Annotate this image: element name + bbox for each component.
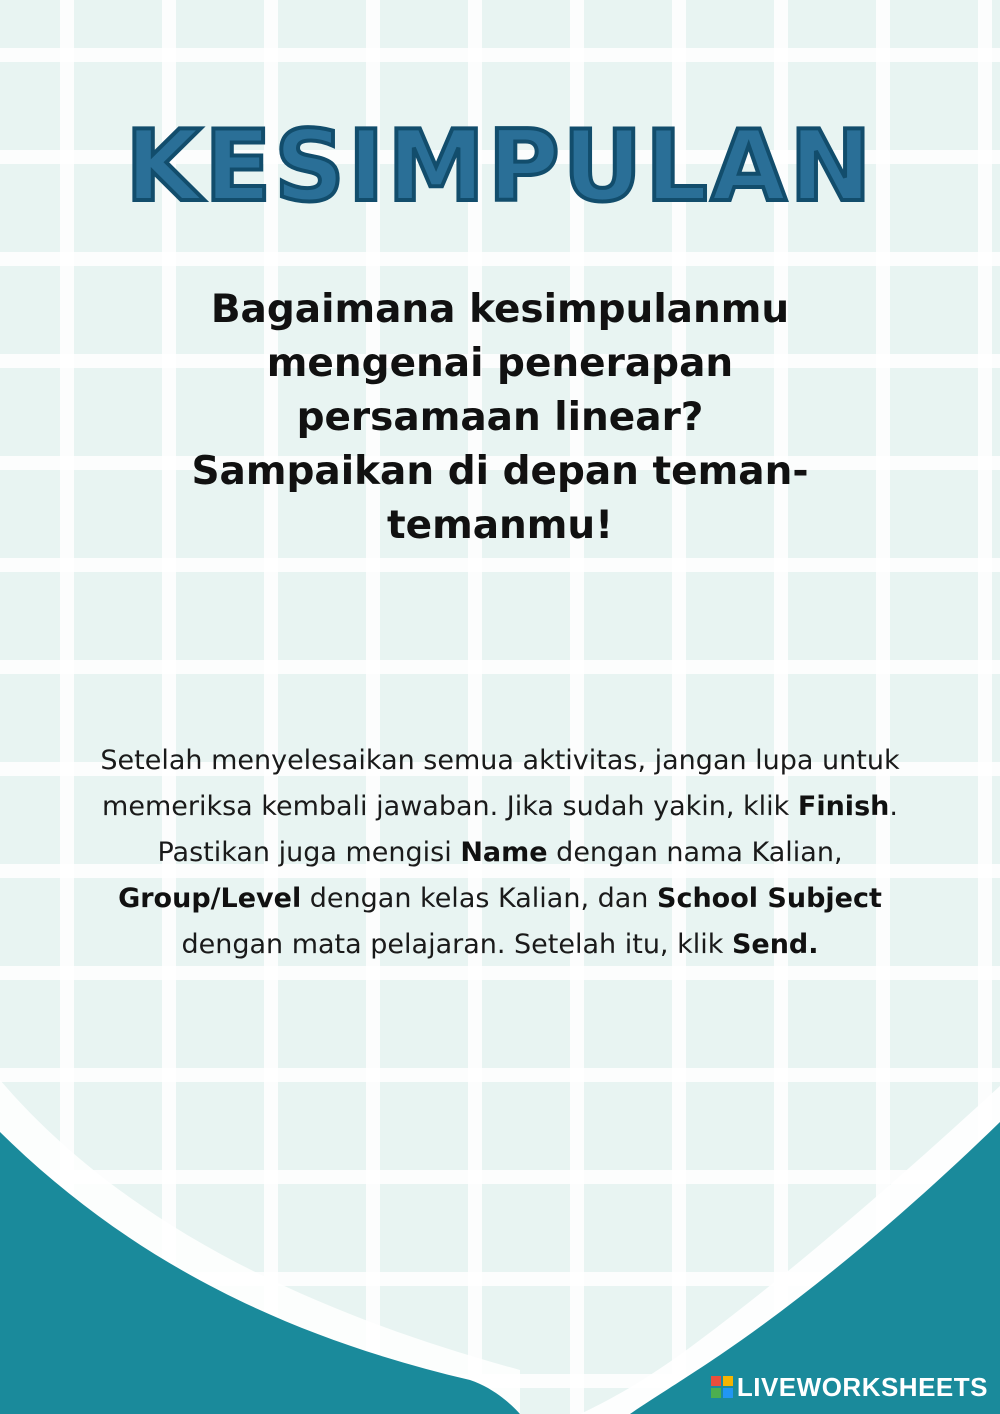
instructions-text: dengan mata pelajaran. Setelah itu, klik <box>181 929 732 960</box>
finish-keyword: Finish <box>797 791 890 822</box>
instructions-paragraph <box>70 738 930 968</box>
group-level-keyword: Group/Level <box>118 883 302 914</box>
question-line: temanmu! <box>386 503 613 548</box>
liveworksheets-logo[interactable] <box>711 1370 988 1404</box>
name-keyword: Name <box>460 837 548 868</box>
logo-mark-icon <box>711 1376 733 1398</box>
question-line: mengenai penerapan <box>266 341 734 386</box>
send-keyword: Send. <box>731 929 819 960</box>
question-line: Bagaimana kesimpulanmu <box>210 287 790 332</box>
question-text <box>100 283 900 553</box>
bottom-wave-decoration <box>0 1080 1000 1414</box>
instructions-text: dengan nama Kalian, <box>547 837 843 868</box>
question-line: Sampaikan di depan teman- <box>191 449 809 494</box>
instructions-text: Setelah menyelesaikan semua aktivitas, jangan lupa untuk memeriksa kembali jawaban. Jika sudah yakin, klik <box>100 745 900 822</box>
question-line: persamaan linear? <box>296 395 704 440</box>
instructions-text: dengan kelas Kalian, dan <box>301 883 657 914</box>
instructions-text: . Pastikan juga mengisi <box>157 791 898 868</box>
page-title: KESIMPULAN <box>125 110 875 224</box>
logo-text: LIVEWORKSHEETS <box>736 1371 988 1402</box>
school-subject-keyword: School Subject <box>657 883 882 914</box>
